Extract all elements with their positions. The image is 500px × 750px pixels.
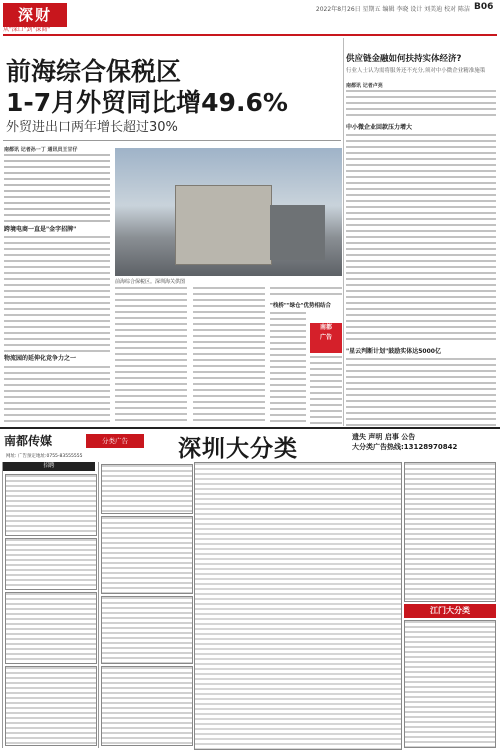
ad-item: [404, 620, 496, 748]
right-text-block-3: [346, 358, 496, 426]
notice-hotline: 大分类广告热线:13128970842: [352, 443, 458, 451]
classifieds-logo: 南都传媒: [4, 434, 53, 448]
article-text-block-3: [4, 366, 110, 424]
article-text-block-1: [4, 154, 110, 224]
classifieds-notice: [352, 432, 496, 452]
ad-item: [101, 596, 193, 664]
article-text-block-2: [4, 236, 110, 352]
ad-item: [5, 538, 97, 590]
article-text-block-4: [115, 287, 187, 425]
right-text-block-2: [346, 134, 496, 344]
ad-badge: 南都 广告: [310, 323, 342, 353]
right-text-block-1: [346, 90, 496, 120]
article-byline: 南都讯 记者孙一丁 通讯员王甘仔: [4, 147, 78, 153]
headline-line-1: 前海综合保税区: [6, 57, 182, 86]
page-headline: [6, 56, 336, 118]
page-subhead: 外贸进出口两年增长超过30%: [6, 120, 178, 135]
article-text-block-8: [310, 356, 342, 425]
ad-item: [5, 474, 97, 536]
notice-title: 遗失 声明 启事 公告: [352, 433, 416, 441]
ad-item: [5, 592, 97, 664]
classifieds-rule: [0, 427, 500, 429]
column-1-heading: 招聘: [3, 462, 95, 471]
classifieds-contact: 网址: 广告预定地址:0755-83555555: [6, 454, 83, 459]
section-tagline: 从"深口"到"深商": [3, 26, 51, 33]
ad-item: [5, 666, 97, 746]
ad-item: [404, 462, 496, 602]
article-text-block-6: [270, 287, 342, 299]
right-section-heading-2: "星云判断计划"鼓励实体达5000亿: [346, 348, 441, 355]
right-column-byline: 南都讯 记者卢亮: [346, 83, 383, 89]
headline-line-2: 1-7月外贸同比增49.6%: [6, 88, 288, 117]
classifieds-column-1: [2, 462, 97, 748]
headline-rule: [3, 140, 341, 141]
ad-item: [101, 666, 193, 746]
page-number: B06: [474, 2, 494, 12]
right-column-subtitle: 行业人士认为需将服务还不充分,须对中小微企业精准施策: [346, 68, 486, 74]
photo-caption: 前海综合保税区。深圳海关供图: [115, 279, 186, 285]
section-heading-3: "栈桥""绿仓"优势相结合: [270, 303, 331, 309]
section-heading-2: 物流园的延伸化竞争力之一: [4, 355, 77, 362]
classifieds-logo-tag: 分类广告: [86, 434, 144, 448]
right-section-heading-1: 中小微企业回款压力增大: [346, 124, 413, 131]
classifieds-title: 深圳大分类: [178, 436, 298, 462]
photo-truck: [175, 185, 272, 265]
dateline: 2022年8月26日 星期五 编辑 李晓 设计 刘美迪 校对 陈洁: [315, 6, 470, 13]
section-heading-1: 跨境电商一直是"金字招牌": [4, 226, 77, 233]
ad-item: [101, 516, 193, 594]
section-logo: 深财: [3, 3, 67, 27]
classifieds-column-2: [98, 462, 193, 748]
jiangmen-section-heading: 江门大分类: [404, 604, 496, 618]
column-divider: [343, 38, 344, 426]
ad-item: [101, 464, 193, 514]
classifieds-large-notice: [194, 462, 402, 750]
header-rule: [3, 34, 497, 36]
article-text-block-5: [193, 287, 265, 425]
photo-truck-2: [270, 205, 325, 260]
page-header: [0, 0, 500, 34]
article-text-block-7: [270, 312, 306, 425]
right-column-title: 供应链金融如何扶持实体经济?: [346, 54, 462, 64]
